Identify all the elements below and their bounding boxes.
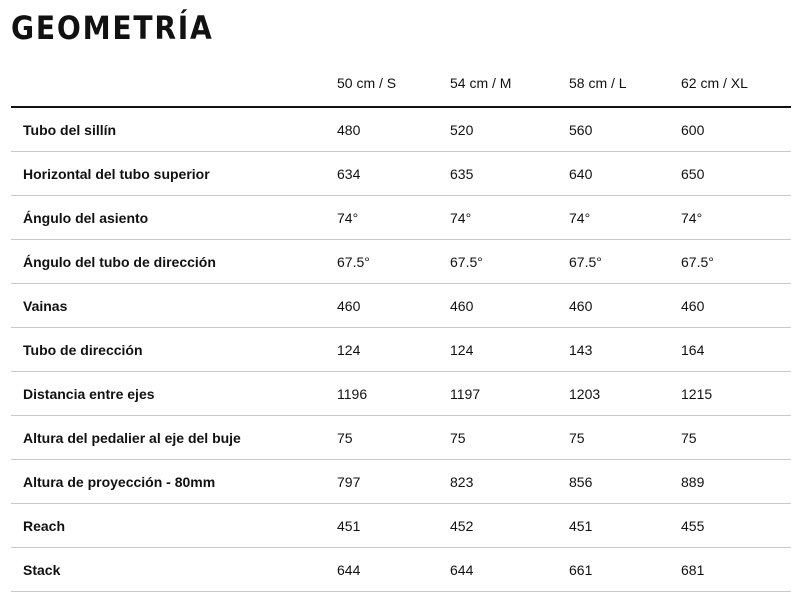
table-row bbox=[11, 548, 791, 592]
table-cell: 75 bbox=[337, 429, 353, 446]
table-cell: 455 bbox=[681, 517, 705, 534]
table-cell: 452 bbox=[450, 517, 474, 534]
page-title: GEOMETRÍA bbox=[11, 9, 214, 47]
row-label: Distancia entre ejes bbox=[23, 385, 155, 402]
column-header: 62 cm / XL bbox=[681, 75, 748, 91]
table-cell: 75 bbox=[569, 429, 585, 446]
row-label: Vainas bbox=[23, 297, 68, 314]
row-label: Altura del pedalier al eje del buje bbox=[23, 429, 241, 446]
table-cell: 75 bbox=[681, 429, 697, 446]
table-header-row bbox=[11, 62, 791, 108]
table-cell: 823 bbox=[450, 473, 474, 490]
table-cell: 634 bbox=[337, 165, 361, 182]
table-cell: 635 bbox=[450, 165, 474, 182]
row-label: Ángulo del asiento bbox=[23, 209, 149, 226]
table-cell: 67.5° bbox=[569, 253, 602, 270]
row-label: Tubo del sillín bbox=[23, 121, 117, 138]
table-cell: 124 bbox=[337, 341, 361, 358]
table-body bbox=[11, 108, 791, 592]
table-cell: 124 bbox=[450, 341, 474, 358]
table-cell: 460 bbox=[681, 297, 705, 314]
table-cell: 67.5° bbox=[450, 253, 483, 270]
table-row bbox=[11, 416, 791, 460]
table-cell: 74° bbox=[337, 209, 359, 226]
table-cell: 143 bbox=[569, 341, 593, 358]
table-cell: 650 bbox=[681, 165, 705, 182]
table-row bbox=[11, 460, 791, 504]
column-header: 54 cm / M bbox=[450, 75, 512, 91]
row-label: Stack bbox=[23, 561, 61, 578]
table-cell: 480 bbox=[337, 121, 361, 138]
table-cell: 1215 bbox=[681, 385, 713, 402]
column-header: 50 cm / S bbox=[337, 75, 397, 91]
table-cell: 644 bbox=[337, 561, 361, 578]
table-cell: 560 bbox=[569, 121, 593, 138]
column-header: 58 cm / L bbox=[569, 75, 627, 91]
table-cell: 681 bbox=[681, 561, 705, 578]
table-cell: 74° bbox=[681, 209, 703, 226]
table-row bbox=[11, 284, 791, 328]
table-cell: 75 bbox=[450, 429, 466, 446]
table-cell: 460 bbox=[450, 297, 474, 314]
table-row bbox=[11, 504, 791, 548]
table-cell: 889 bbox=[681, 473, 705, 490]
table-cell: 451 bbox=[337, 517, 361, 534]
row-label: Tubo de dirección bbox=[23, 341, 143, 358]
table-row bbox=[11, 372, 791, 416]
table-cell: 600 bbox=[681, 121, 705, 138]
row-label: Ángulo del tubo de dirección bbox=[23, 253, 216, 270]
table-cell: 797 bbox=[337, 473, 361, 490]
table-cell: 460 bbox=[337, 297, 361, 314]
table-row bbox=[11, 196, 791, 240]
table-cell: 644 bbox=[450, 561, 474, 578]
table-cell: 67.5° bbox=[681, 253, 714, 270]
table-cell: 1196 bbox=[337, 385, 368, 402]
table-cell: 67.5° bbox=[337, 253, 370, 270]
table-cell: 1197 bbox=[450, 385, 481, 402]
table-cell: 164 bbox=[681, 341, 705, 358]
table-row bbox=[11, 108, 791, 152]
row-label: Reach bbox=[23, 517, 66, 534]
table-cell: 1203 bbox=[569, 385, 601, 402]
table-cell: 640 bbox=[569, 165, 593, 182]
row-label: Altura de proyección - 80mm bbox=[23, 473, 216, 490]
table-cell: 661 bbox=[569, 561, 593, 578]
table-cell: 460 bbox=[569, 297, 593, 314]
table-row bbox=[11, 328, 791, 372]
table-cell: 520 bbox=[450, 121, 474, 138]
table-cell: 856 bbox=[569, 473, 593, 490]
table-cell: 74° bbox=[450, 209, 472, 226]
table-row bbox=[11, 240, 791, 284]
table-row bbox=[11, 152, 791, 196]
geometry-table bbox=[11, 62, 791, 592]
row-label: Horizontal del tubo superior bbox=[23, 165, 210, 182]
table-cell: 451 bbox=[569, 517, 593, 534]
table-cell: 74° bbox=[569, 209, 591, 226]
